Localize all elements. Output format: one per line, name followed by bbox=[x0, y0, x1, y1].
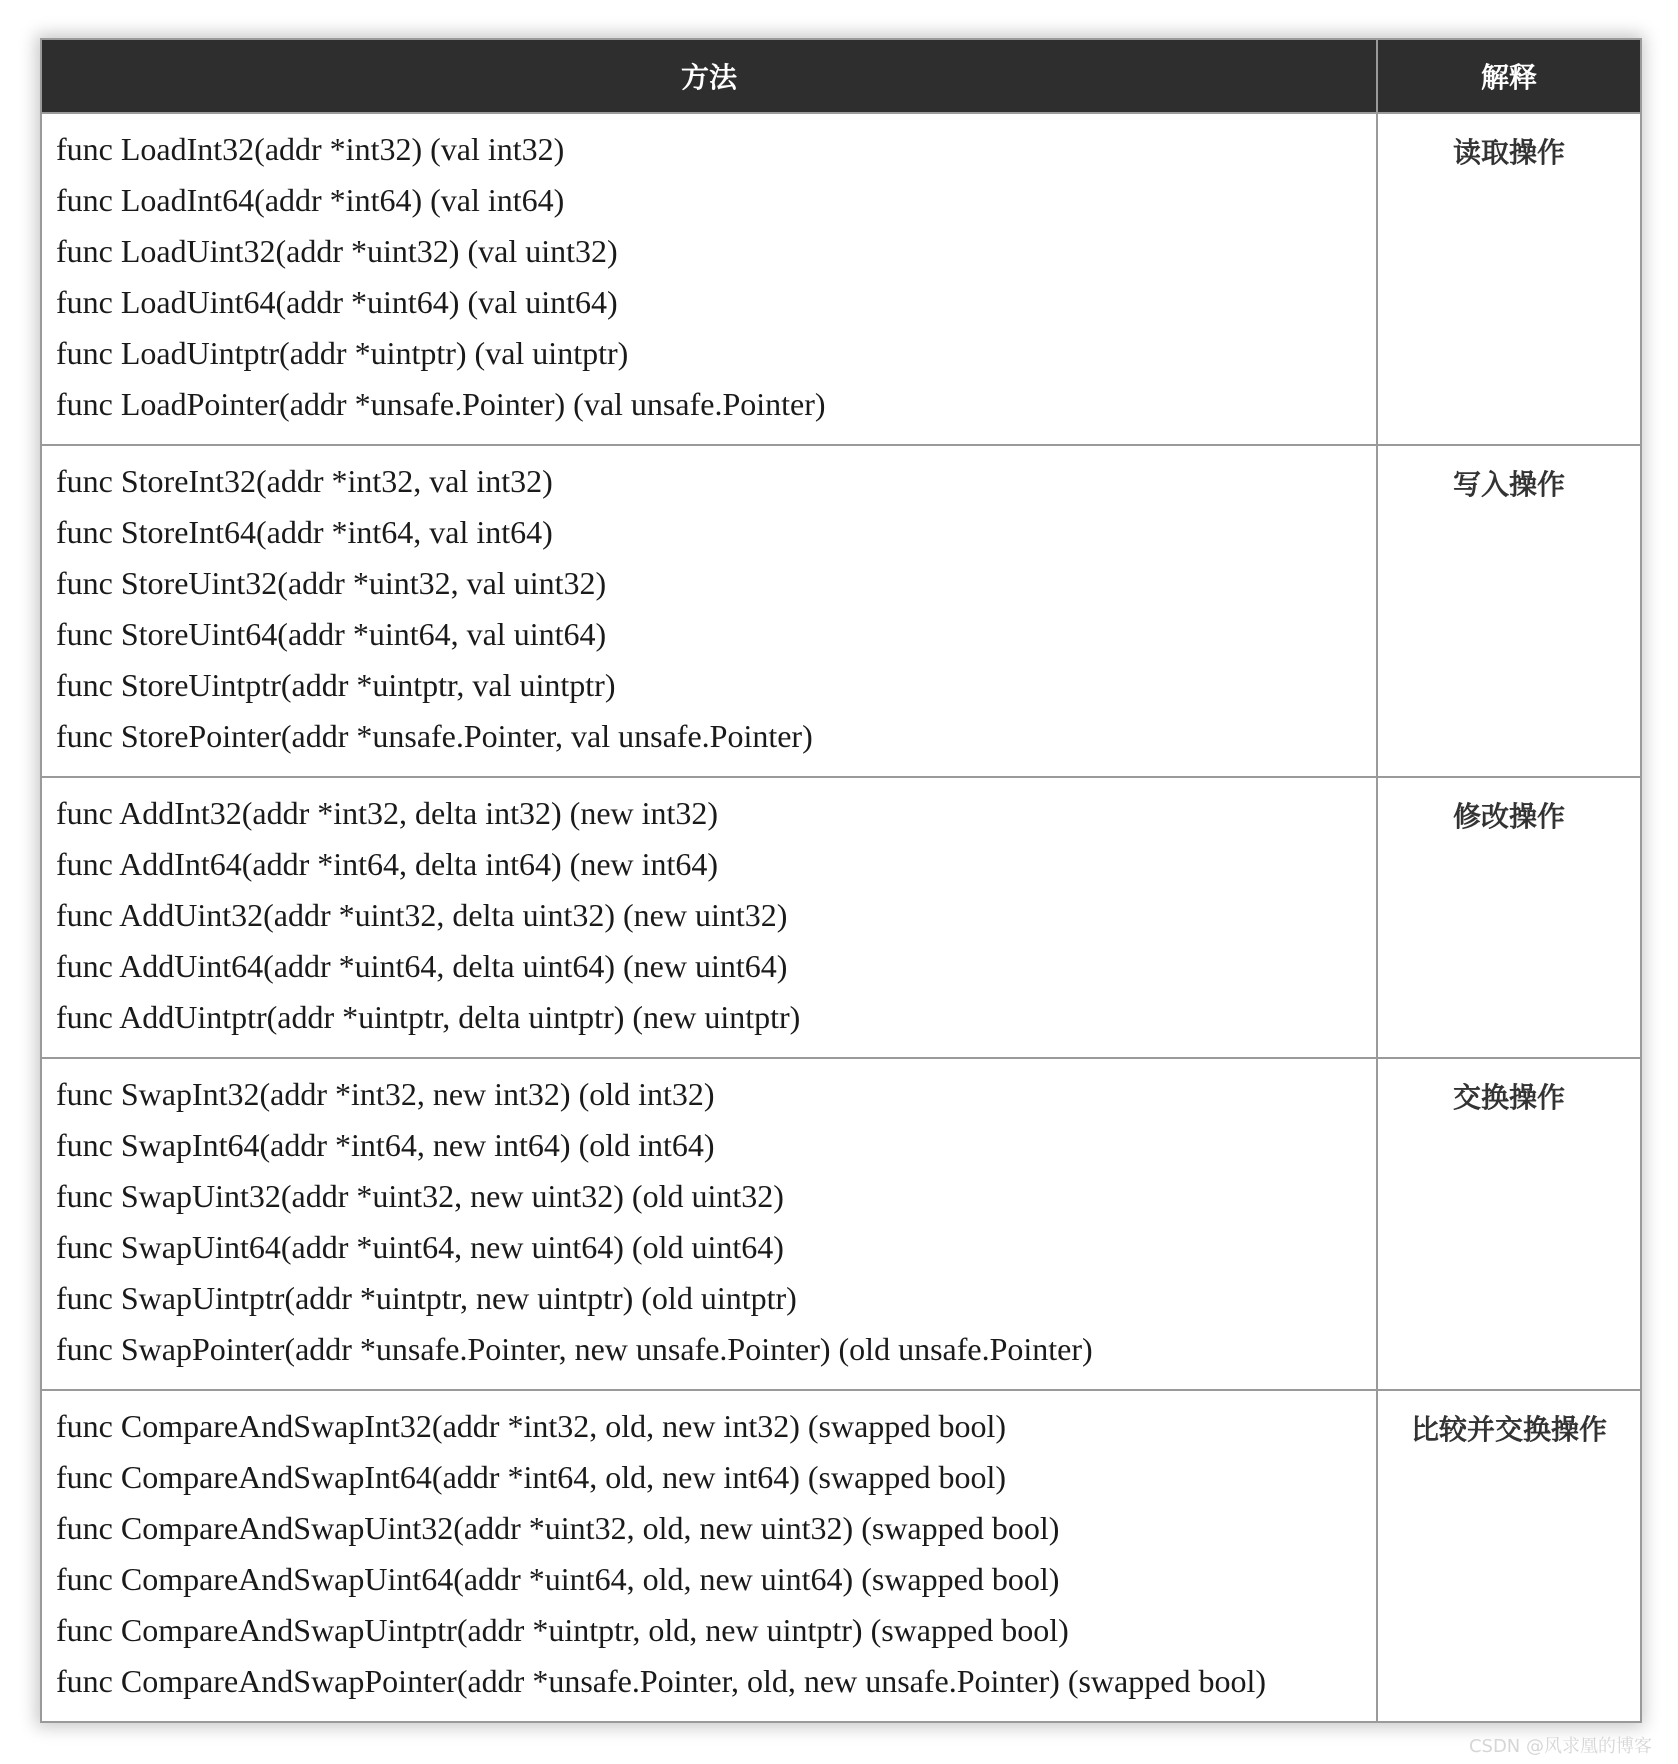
watermark-text: CSDN @风求凰的博客 bbox=[1468, 1736, 1652, 1757]
method-signature: func LoadPointer(addr *unsafe.Pointer) (val unsafe.Pointer) bbox=[56, 386, 826, 422]
method-signature: func AddInt32(addr *int32, delta int32) (new int32) bbox=[56, 795, 719, 832]
method-signature: func SwapUint64(addr *uint64, new uint64) (old uint64) bbox=[56, 1228, 784, 1265]
method-signature: func CompareAndSwapUintptr(addr *uintptr, old, new uintptr) (swapped bool) bbox=[56, 1611, 1069, 1648]
table-row-cas bbox=[41, 1390, 1641, 1722]
method-signature: func CompareAndSwapPointer(addr *unsafe.Pointer, old, new unsafe.Pointer) (swapped bool) bbox=[56, 1662, 1266, 1699]
table-row-swap bbox=[41, 1058, 1641, 1390]
method-signature: func SwapPointer(addr *unsafe.Pointer, new unsafe.Pointer) (old unsafe.Pointer) bbox=[56, 1330, 1093, 1367]
method-signature: func AddInt64(addr *int64, delta int64) (new int64) bbox=[56, 846, 719, 883]
method-signature: func CompareAndSwapInt32(addr *int32, old, new int32) (swapped bool) bbox=[56, 1407, 1007, 1444]
method-signature: func AddUint32(addr *uint32, delta uint32) (new uint32) bbox=[56, 897, 788, 934]
description-cell: 比较并交换操作 bbox=[1377, 1390, 1641, 1722]
methods-cell bbox=[41, 777, 1377, 1057]
methods-cell bbox=[41, 1390, 1377, 1722]
method-signature: func LoadInt64(addr *int64) (val int64) bbox=[56, 182, 565, 218]
method-signature: func CompareAndSwapUint32(addr *uint32, old, new uint32) (swapped bool) bbox=[56, 1509, 1060, 1546]
method-signature: func SwapInt32(addr *int32, new int32) (old int32) bbox=[56, 1075, 715, 1112]
method-signature: func StoreInt64(addr *int64, val int64) bbox=[56, 514, 553, 551]
description-cell: 读取操作 bbox=[1377, 113, 1641, 445]
method-signature: func SwapUintptr(addr *uintptr, new uintptr) (old uintptr) bbox=[56, 1279, 797, 1316]
method-signature: func AddUintptr(addr *uintptr, delta uintptr) (new uintptr) bbox=[56, 999, 801, 1036]
methods-cell bbox=[41, 445, 1377, 777]
method-signature: func LoadInt32(addr *int32) (val int32) bbox=[56, 131, 565, 167]
method-signature: func SwapInt64(addr *int64, new int64) (old int64) bbox=[56, 1126, 715, 1163]
method-signature: func StoreInt32(addr *int32, val int32) bbox=[56, 463, 553, 500]
table-row-store bbox=[41, 445, 1641, 777]
method-signature: func AddUint64(addr *uint64, delta uint64) (new uint64) bbox=[56, 948, 788, 985]
table-row-add bbox=[41, 777, 1641, 1057]
method-signature: func LoadUintptr(addr *uintptr) (val uintptr) bbox=[56, 335, 629, 371]
method-signature: func LoadUint32(addr *uint32) (val uint32) bbox=[56, 233, 618, 269]
table-header-row bbox=[41, 39, 1641, 113]
method-signature: func CompareAndSwapInt64(addr *int64, old, new int64) (swapped bool) bbox=[56, 1458, 1007, 1495]
method-signature: func StoreUintptr(addr *uintptr, val uintptr) bbox=[56, 667, 616, 704]
method-signature: func StoreUint32(addr *uint32, val uint32) bbox=[56, 565, 607, 602]
method-signature: func StoreUint64(addr *uint64, val uint64) bbox=[56, 616, 607, 653]
description-cell: 交换操作 bbox=[1377, 1058, 1641, 1390]
header-method: 方法 bbox=[41, 39, 1377, 113]
method-signature: func LoadUint64(addr *uint64) (val uint64) bbox=[56, 284, 618, 320]
description-cell: 修改操作 bbox=[1377, 777, 1641, 1057]
method-signature: func StorePointer(addr *unsafe.Pointer, val unsafe.Pointer) bbox=[56, 718, 813, 755]
method-signature: func SwapUint32(addr *uint32, new uint32) (old uint32) bbox=[56, 1177, 784, 1214]
methods-cell bbox=[41, 113, 1377, 445]
header-description: 解释 bbox=[1377, 39, 1641, 113]
table-row-load bbox=[41, 113, 1641, 445]
description-cell: 写入操作 bbox=[1377, 445, 1641, 777]
atomic-api-table bbox=[40, 38, 1642, 1723]
method-signature: func CompareAndSwapUint64(addr *uint64, old, new uint64) (swapped bool) bbox=[56, 1560, 1060, 1597]
methods-cell bbox=[41, 1058, 1377, 1390]
